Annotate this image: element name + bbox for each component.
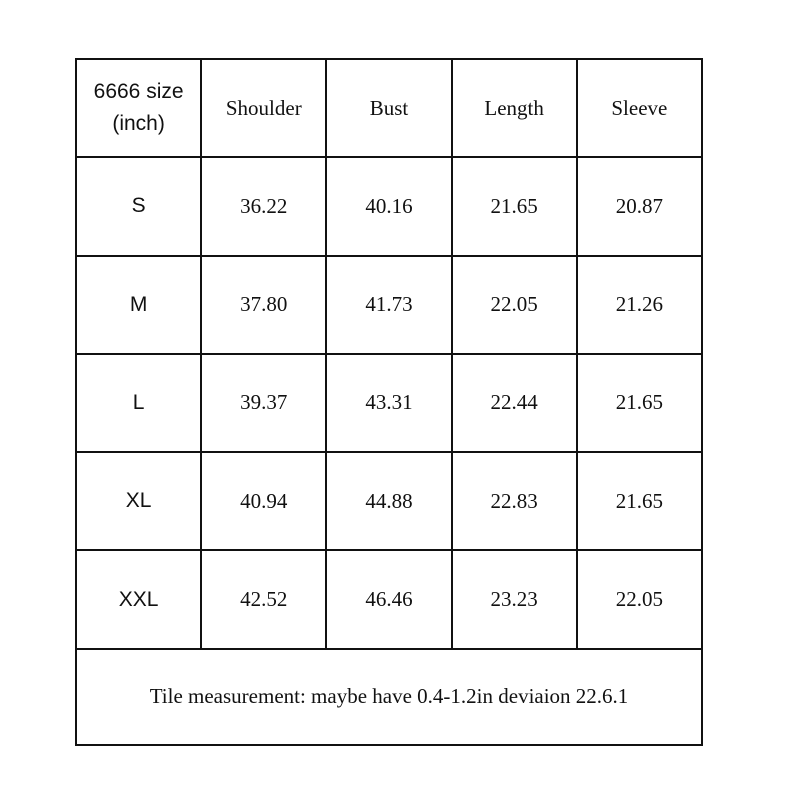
- sleeve-cell: 22.05: [577, 550, 702, 648]
- header-row: [76, 59, 702, 157]
- bust-cell: 41.73: [326, 256, 451, 354]
- table-row-xxl: [76, 550, 702, 648]
- size-header-line1: 6666 size: [93, 80, 184, 104]
- length-cell: 21.65: [452, 157, 577, 255]
- size-header-cell: [76, 59, 201, 157]
- size-header-line2: (inch): [112, 112, 165, 136]
- table-row-l: [76, 354, 702, 452]
- size-chart-table: [75, 58, 703, 746]
- bust-cell: 44.88: [326, 452, 451, 550]
- shoulder-cell: 39.37: [201, 354, 326, 452]
- table-row-xl: [76, 452, 702, 550]
- length-cell: 22.83: [452, 452, 577, 550]
- sleeve-cell: 21.26: [577, 256, 702, 354]
- size-cell: L: [76, 354, 201, 452]
- shoulder-cell: 42.52: [201, 550, 326, 648]
- sleeve-cell: 20.87: [577, 157, 702, 255]
- size-cell: S: [76, 157, 201, 255]
- bust-cell: 43.31: [326, 354, 451, 452]
- length-cell: 22.05: [452, 256, 577, 354]
- shoulder-cell: 40.94: [201, 452, 326, 550]
- shoulder-cell: 37.80: [201, 256, 326, 354]
- footer-row: [76, 649, 702, 745]
- column-header-bust: Bust: [326, 59, 451, 157]
- table-row-m: [76, 256, 702, 354]
- column-header-shoulder: Shoulder: [201, 59, 326, 157]
- length-cell: 23.23: [452, 550, 577, 648]
- sleeve-cell: 21.65: [577, 354, 702, 452]
- column-header-sleeve: Sleeve: [577, 59, 702, 157]
- bust-cell: 40.16: [326, 157, 451, 255]
- size-cell: XXL: [76, 550, 201, 648]
- column-header-length: Length: [452, 59, 577, 157]
- shoulder-cell: 36.22: [201, 157, 326, 255]
- length-cell: 22.44: [452, 354, 577, 452]
- table-row-s: [76, 157, 702, 255]
- bust-cell: 46.46: [326, 550, 451, 648]
- size-cell: XL: [76, 452, 201, 550]
- sleeve-cell: 21.65: [577, 452, 702, 550]
- measurement-note: Tile measurement: maybe have 0.4-1.2in deviaion 22.6.1: [76, 649, 702, 745]
- size-cell: M: [76, 256, 201, 354]
